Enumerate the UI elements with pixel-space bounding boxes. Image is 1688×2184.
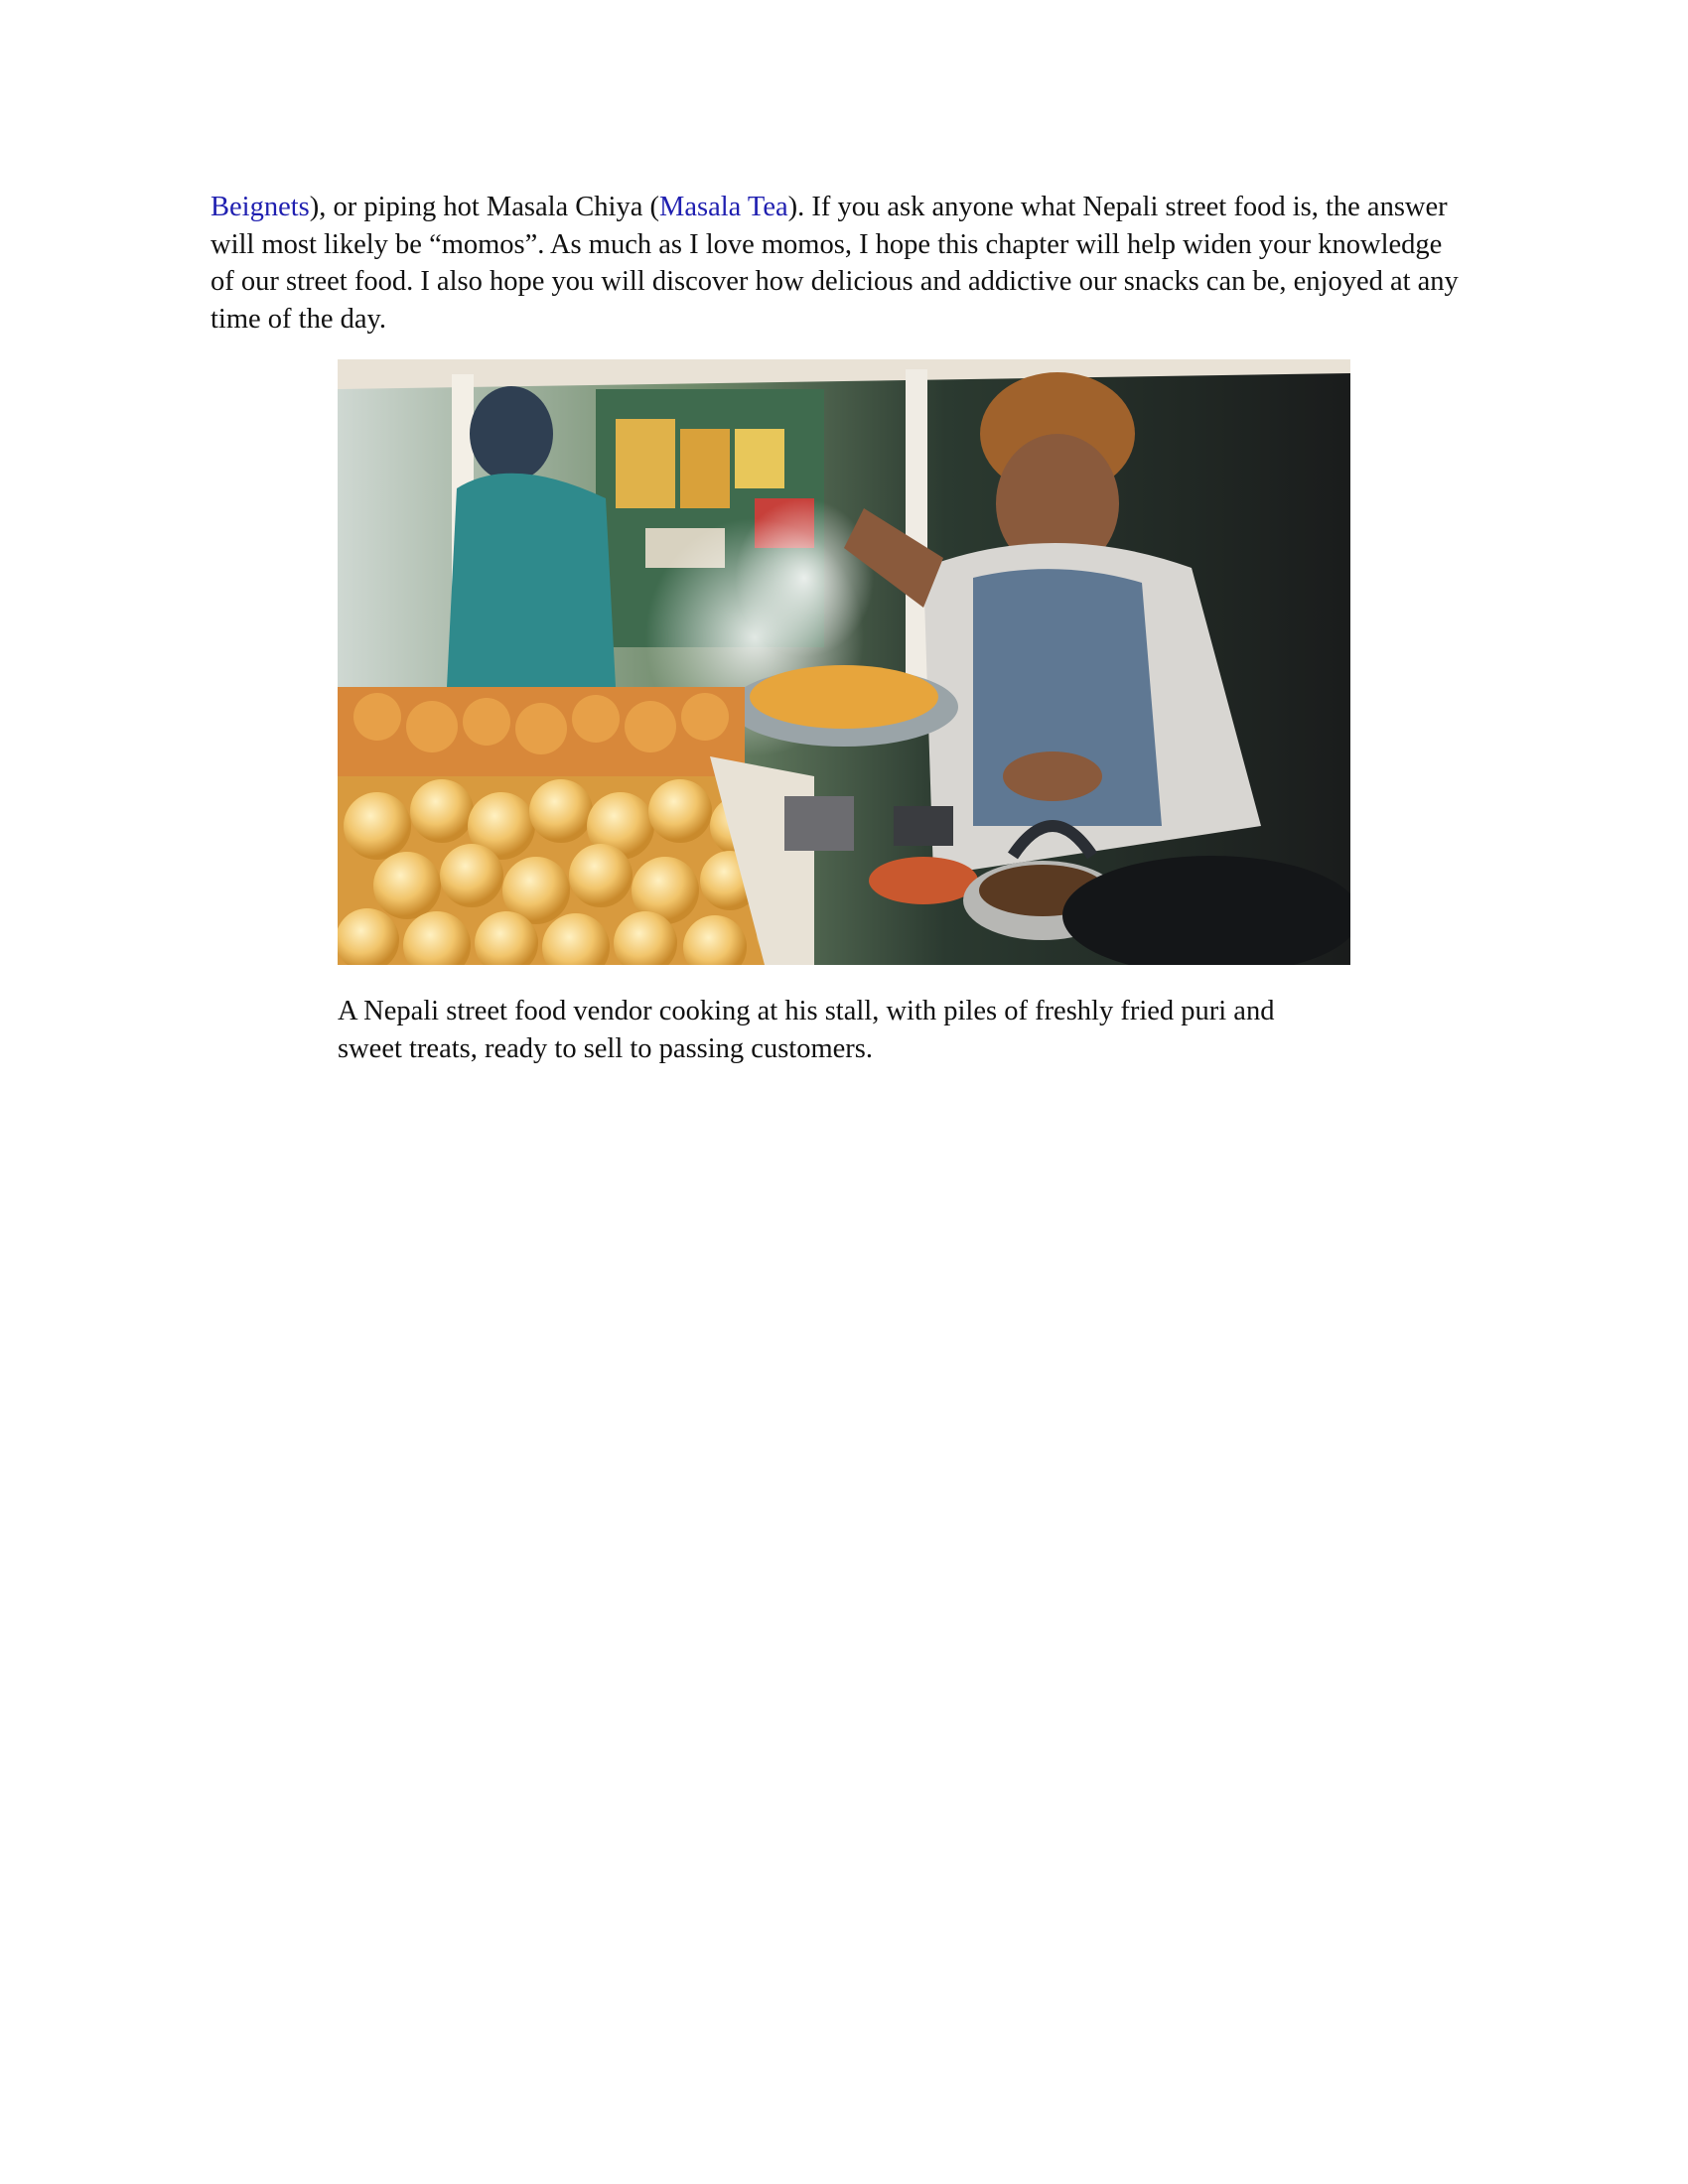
figure-caption: A Nepali street food vendor cooking at his stall, with piles of freshly fried puri and sweet treats, ready to sell to passing customers. <box>338 996 1275 1064</box>
link-beignets[interactable]: Beignets <box>211 192 310 222</box>
link-masala-tea[interactable]: Masala Tea <box>658 192 788 222</box>
street-food-vendor-photo <box>338 359 1350 965</box>
body-paragraph <box>211 189 1472 338</box>
body-text-segment-2: ). If you ask anyone what Nepali street food is, the answer will most likely be “momos”. As much as I love momos, I hope this chapter will help widen your knowledge of our street food. I also hope you will discover how delicious and addictive our snacks can be, enjoyed at any time of the day. <box>211 192 1459 335</box>
photo-illustration <box>338 359 1350 965</box>
body-text-segment-1: ), or piping hot Masala Chiya ( <box>309 192 659 222</box>
